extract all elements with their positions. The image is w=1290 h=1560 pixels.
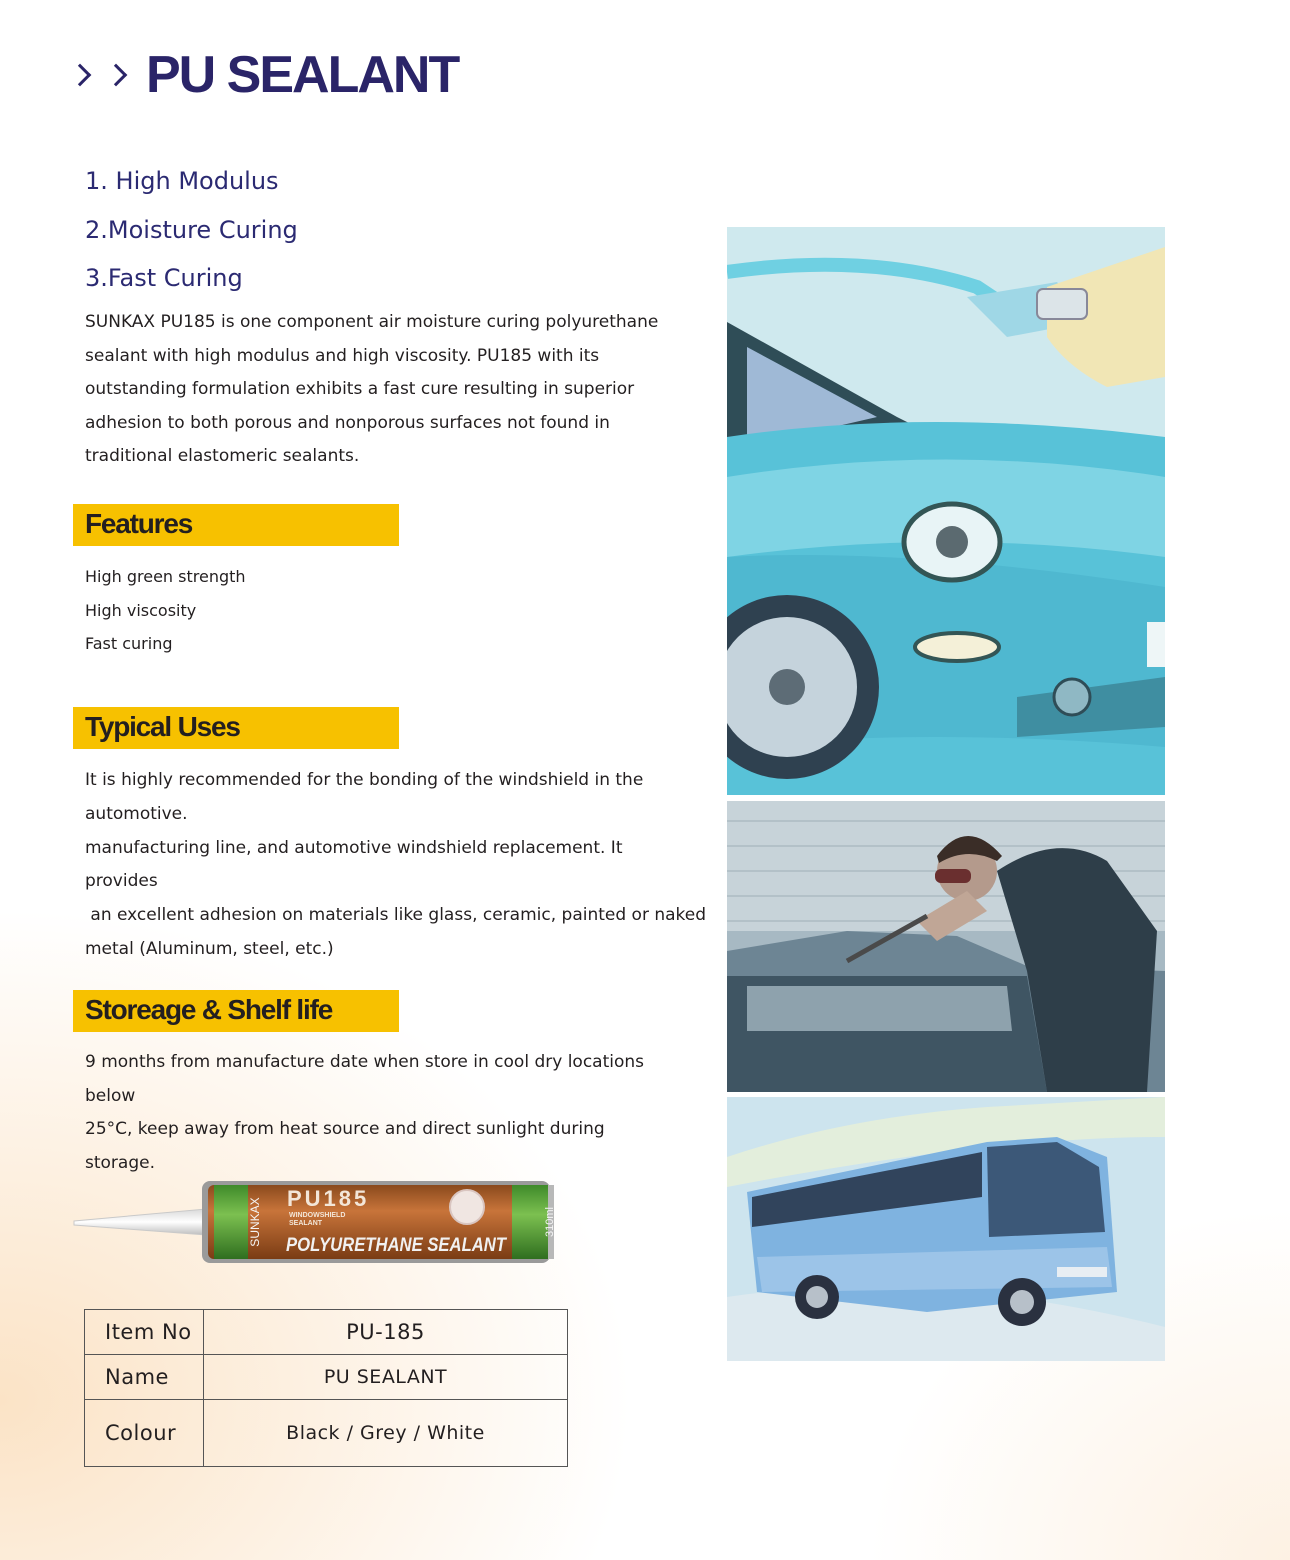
page-title bbox=[72, 40, 458, 110]
intro-line: SUNKAX PU185 is one component air moisture curing polyurethane bbox=[85, 312, 659, 332]
highlight-3: 3.Fast Curing bbox=[85, 264, 243, 292]
storage-paragraph bbox=[85, 1046, 665, 1180]
uses-line: automotive. bbox=[85, 803, 188, 824]
features-list bbox=[85, 560, 246, 661]
list-item: Fast curing bbox=[85, 634, 173, 653]
cartridge-model: PU185 bbox=[287, 1186, 370, 1211]
table-row bbox=[85, 1355, 568, 1400]
cartridge-brand: SUNKAX bbox=[248, 1197, 262, 1247]
title-text: PU SEALANT bbox=[146, 46, 459, 104]
cartridge-subtitle: SEALANT bbox=[289, 1220, 323, 1227]
spec-table bbox=[84, 1309, 568, 1467]
intro-line: sealant with high modulus and high viscosity. PU185 with its bbox=[85, 345, 600, 366]
cartridge-graphic bbox=[72, 1175, 562, 1270]
technician-photo bbox=[727, 801, 1165, 1092]
product-cartridge bbox=[72, 1175, 562, 1270]
features-banner bbox=[73, 504, 399, 546]
table-row bbox=[85, 1400, 568, 1467]
typical-uses-banner bbox=[73, 707, 399, 749]
table-cell-value: PU-185 bbox=[204, 1310, 568, 1355]
bus-photo bbox=[727, 1097, 1165, 1361]
highlight-1: 1. High Modulus bbox=[85, 167, 279, 195]
label-emblem-icon bbox=[450, 1190, 484, 1224]
intro-line: adhesion to both porous and nonporous surfaces not found in bbox=[85, 412, 610, 433]
car-windshield-photo bbox=[727, 227, 1165, 795]
chevron-right-icon bbox=[105, 64, 128, 87]
list-item: High viscosity bbox=[85, 600, 197, 620]
table-cell-label: Colour bbox=[85, 1400, 204, 1467]
intro-line: traditional elastomeric sealants. bbox=[85, 446, 360, 466]
storage-line: 25°C, keep away from heat source and direct sunlight during storage. bbox=[85, 1119, 605, 1173]
cartridge-name: POLYURETHANE SEALANT bbox=[286, 1235, 508, 1256]
uses-line: manufacturing line, and automotive windshield replacement. It provides bbox=[85, 837, 623, 892]
table-row bbox=[85, 1310, 568, 1355]
table-cell-value: PU SEALANT bbox=[204, 1355, 568, 1400]
highlight-2: 2.Moisture Curing bbox=[85, 216, 298, 244]
list-item: High green strength bbox=[85, 567, 246, 586]
storage-heading: Storeage & Shelf life bbox=[85, 994, 333, 1025]
cartridge-volume: 310ml bbox=[544, 1207, 556, 1237]
intro-line: outstanding formulation exhibits a fast cure resulting in superior bbox=[85, 379, 635, 399]
table-cell-value: Black / Grey / White bbox=[204, 1400, 568, 1467]
table-cell-label: Name bbox=[85, 1355, 204, 1400]
chevron-right-icon bbox=[69, 64, 92, 87]
typical-uses-heading: Typical Uses bbox=[85, 711, 240, 742]
storage-banner bbox=[73, 990, 399, 1032]
storage-line: 9 months from manufacture date when store in cool dry locations below bbox=[85, 1052, 644, 1106]
typical-uses-paragraph bbox=[85, 764, 707, 967]
features-heading: Features bbox=[85, 508, 193, 539]
uses-line: metal (Aluminum, steel, etc.) bbox=[85, 938, 334, 959]
uses-line: an excellent adhesion on materials like glass, ceramic, painted or naked bbox=[85, 905, 707, 926]
uses-line: It is highly recommended for the bonding of the windshield in the bbox=[85, 770, 644, 790]
cartridge-subtitle: WINDOWSHIELD bbox=[289, 1212, 346, 1219]
table-cell-label: Item No bbox=[85, 1310, 204, 1355]
intro-paragraph bbox=[85, 306, 665, 474]
